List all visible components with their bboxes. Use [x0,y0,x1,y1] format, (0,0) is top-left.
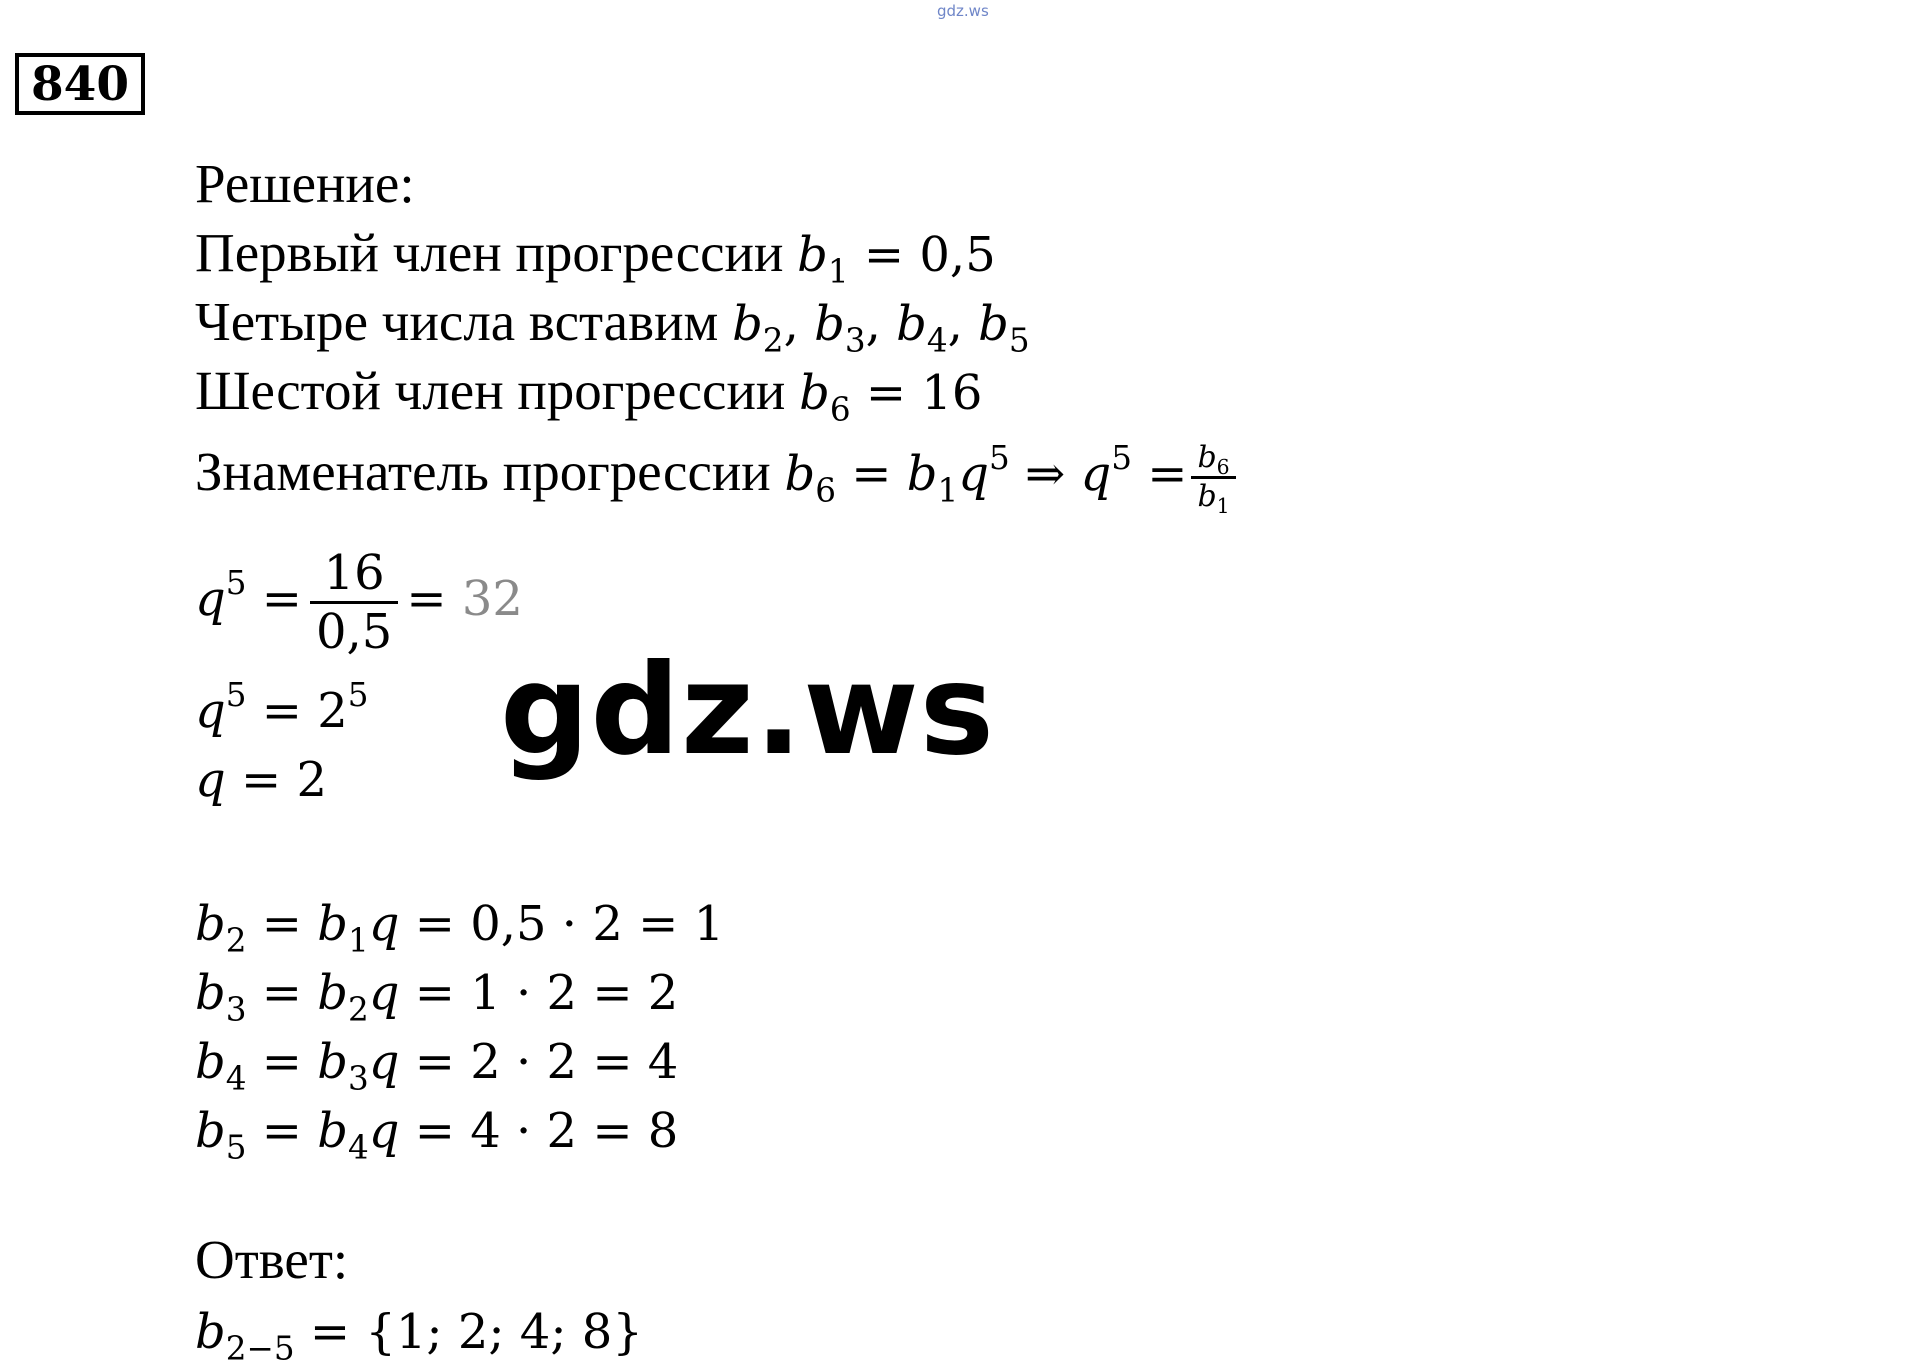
calc-result: 32 [461,571,523,627]
b2-calc: 0,5 · 2 = 1 [470,896,725,952]
line-ratio [195,438,1240,519]
line-q5-power [195,677,369,743]
line-answer [195,1298,643,1367]
formula-b4: $b_4 = b_3q = 2 \cdot 2 = 4$ [195,1034,679,1098]
answer-set: {1; 2; 4; 8} [365,1304,643,1360]
b6-value: 16 [921,365,983,421]
problem-number-box [15,53,145,115]
line-b3 [195,959,679,1029]
formula-b6: $b_6 = 16$ [799,365,983,429]
line-q-value [195,746,327,812]
line-ratio-text: Знаменатель прогрессии [195,441,771,502]
fraction-numerator: 16 [323,545,385,601]
formula-b2-b5: $b_2$, $b_3$, $b_4$, $b_5$ [732,296,1030,360]
formula-ratio: $b_6 = b_1q^5$ ⇒ $q^5$ = $\frac{b_6}{b_1}$ [784,446,1239,502]
b1-value: 0,5 [919,227,996,283]
answer-heading: Ответ: [195,1229,349,1290]
line-first-text: Первый член прогрессии [195,222,784,283]
line-b2 [195,890,725,960]
formula-q5-calc: $q^5$ = $\frac{16}{0,5}$ = 32 [195,545,523,660]
formula-q5-power: $q^5 = 2^5$ [195,675,369,739]
formula-q: q = 2 [195,752,328,808]
fraction-b6-b1: $\frac{b_6}{b_1}$ [1191,440,1235,515]
line-b4 [195,1028,679,1098]
formula-answer: $b_{2-5} = \{1$; 2; 4; 8} [195,1304,643,1367]
problem-number: 840 [30,56,130,112]
fraction-16-over-05 [310,545,398,660]
solution-heading: Решение: [195,153,415,214]
line-four-numbers [195,290,1030,360]
line-sixth-text: Шестой член прогрессии [195,360,786,421]
top-watermark-mark: gdz.ws [937,2,989,20]
line-first-term [195,221,996,291]
b5-calc: 4 · 2 = 8 [470,1103,679,1159]
gdz-watermark: gdz.ws [500,638,996,783]
b3-calc: 1 · 2 = 2 [470,965,679,1021]
formula-b5: $b_5 = b_4q = 4 \cdot 2 = 8$ [195,1103,679,1167]
line-sixth-term [195,359,983,429]
b4-calc: 2 · 2 = 4 [470,1034,679,1090]
formula-b2: $b_2 = b_1q = 0,5 \cdot 2 = 1$ [195,896,725,960]
line-q5-calc [195,545,523,660]
formula-b1: $b_1 = 0,5$ [797,227,996,291]
fraction-denominator: 0,5 [310,601,398,660]
line-b5 [195,1097,679,1167]
q-value: 2 [296,752,328,808]
line-four-text: Четыре числа вставим [195,291,719,352]
formula-b3: $b_3 = b_2q = 1 \cdot 2 = 2$ [195,965,679,1029]
